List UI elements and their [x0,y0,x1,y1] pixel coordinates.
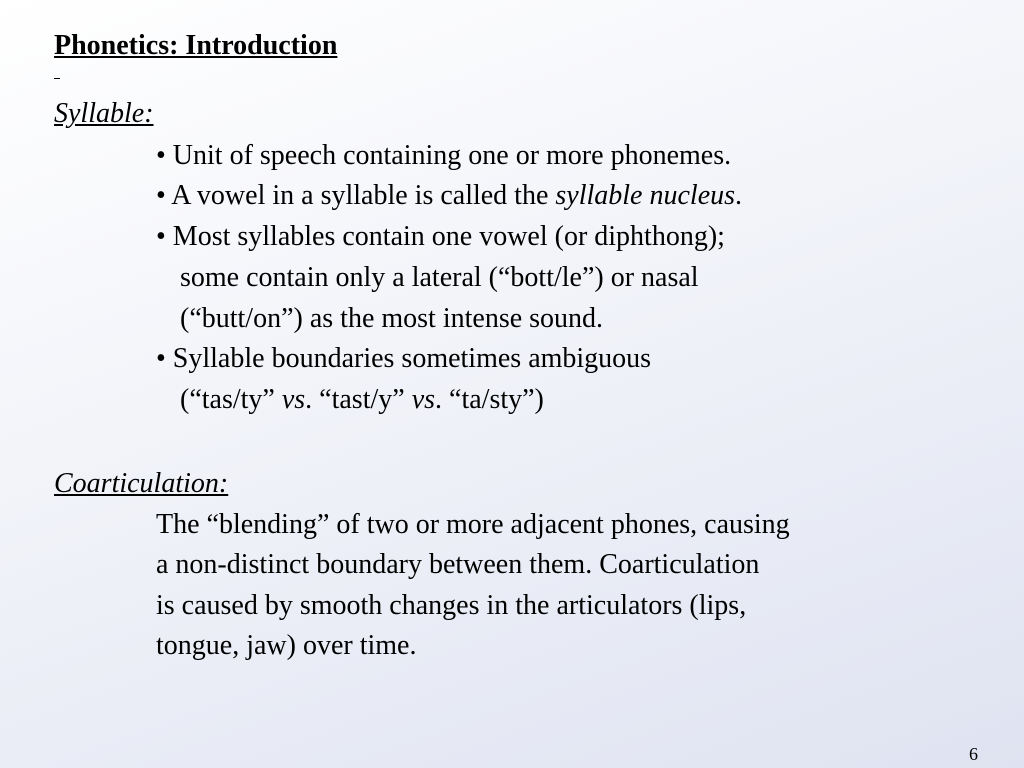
bullet-text: • Unit of speech containing one or more phonemes. [156,140,732,171]
syllable-bullet-3 [156,223,725,251]
divider-mark [54,78,60,79]
bullet-text: . [735,180,743,211]
bullet-text: . “ta/sty”) [435,384,544,415]
syllable-heading: Syllable: [54,98,154,129]
coarticulation-line: is caused by smooth changes in the articulators (lips, [156,590,747,621]
bullet-text: . “tast/y” [305,384,412,415]
bullet-text: • Syllable boundaries sometimes ambiguous [156,343,652,374]
bullet-text: • Most syllables contain one vowel (or diphthong); [156,221,725,252]
syllable-bullet-3-continuation [180,305,603,333]
syllable-bullet-4 [156,345,651,373]
page-number: 6 [969,744,978,764]
bullet-text-emphasis: vs [411,384,436,415]
bullet-text-emphasis: syllable nucleus [555,180,736,211]
coarticulation-line: a non-distinct boundary between them. Coarticulation [156,549,760,580]
bullet-text: (“butt/on”) as the most intense sound. [180,303,604,334]
bullet-text-emphasis: vs [281,384,306,415]
coarticulation-heading: Coarticulation: [54,468,229,499]
syllable-bullet-4-continuation [180,386,544,414]
bullet-text: some contain only a lateral (“bott/le”) or nasal [180,262,699,293]
bullet-text: (“tas/ty” [180,384,282,415]
bullet-text: • A vowel in a syllable is called the [156,180,556,211]
slide-title: Phonetics: Introduction [54,30,338,61]
coarticulation-line: The “blending” of two or more adjacent phones, causing [156,509,790,540]
syllable-bullet-1 [156,142,731,170]
syllable-bullet-2 [156,182,742,210]
coarticulation-line: tongue, jaw) over time. [156,630,417,661]
syllable-bullet-3-continuation [180,264,699,292]
